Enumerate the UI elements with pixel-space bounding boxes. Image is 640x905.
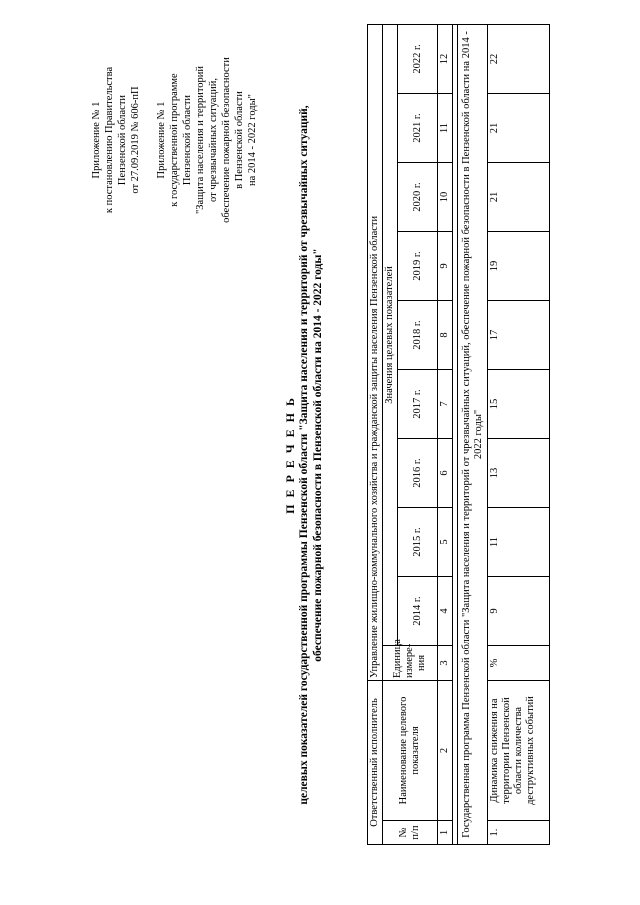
row-value: 11: [488, 508, 550, 577]
header-unit: Единица измере-ния: [383, 646, 438, 681]
column-number: 10: [438, 163, 453, 232]
program-row: [458, 24, 488, 844]
column-number: 2: [438, 681, 453, 821]
row-value: 17: [488, 301, 550, 370]
year-cell: 2022 г.: [398, 24, 438, 93]
column-numbers-row: [438, 24, 453, 844]
indicators-table: [367, 24, 550, 845]
column-number: 11: [438, 94, 453, 163]
title-heading: П Е Р Е Ч Е Н Ь: [283, 396, 297, 514]
appendix-line: в Пензенской области: [234, 91, 245, 189]
column-number: 4: [438, 577, 453, 646]
header-name: Наименование целевого показателя: [383, 681, 438, 821]
document-title: [283, 25, 325, 885]
row-num: 1.: [488, 821, 550, 845]
responsible-value: Управление жилищно-коммунального хозяйства и гражданской защиты населения Пензенской области: [368, 24, 383, 680]
title-line: обеспечение пожарной безопасности в Пензенской области на 2014 - 2022 годы": [312, 248, 324, 662]
appendix-line: "Защита населения и территорий: [195, 65, 206, 215]
row-value: 13: [488, 439, 550, 508]
year-cell: 2020 г.: [398, 163, 438, 232]
appendix-line: на 2014 - 2022 годы": [247, 94, 258, 186]
column-number: 1: [438, 821, 453, 845]
header-row: [383, 24, 398, 844]
program-title: Государственная программа Пензенской области "Защита населения и территорий от чрезвычайных ситуаций, обеспечение пожарной безопасности в Пензенской области на 2014 - 2022 годы": [458, 24, 488, 844]
year-cell: 2018 г.: [398, 301, 438, 370]
appendix-line: обеспечение пожарной безопасности: [221, 57, 232, 223]
appendix-line: от 27.09.2019 № 606-пП: [130, 86, 141, 194]
row-value: 19: [488, 232, 550, 301]
appendix-line: Приложение № 1: [91, 101, 102, 179]
appendix-block: [90, 15, 259, 265]
column-number: 9: [438, 232, 453, 301]
year-cell: 2016 г.: [398, 439, 438, 508]
year-cell: 2015 г.: [398, 508, 438, 577]
row-unit: %: [488, 646, 550, 681]
appendix-line: к государственной программе: [169, 73, 180, 207]
title-line: целевых показателей государственной программы Пензенской области "Защита населения и территорий от чрезвычайных ситуаций,: [298, 105, 310, 805]
header-num: № п/п: [383, 821, 438, 845]
row-value: 9: [488, 577, 550, 646]
column-number: 6: [438, 439, 453, 508]
column-number: 5: [438, 508, 453, 577]
appendix-line: Приложение № 1: [156, 101, 167, 179]
header-values: Значения целевых показателей: [383, 24, 398, 645]
appendix-line: Пензенской области: [182, 94, 193, 186]
appendix-gap: [142, 15, 155, 265]
row-value: 22: [488, 24, 550, 93]
column-number: 3: [438, 646, 453, 681]
column-number: 7: [438, 370, 453, 439]
table-row: [488, 24, 550, 844]
year-cell: 2019 г.: [398, 232, 438, 301]
column-number: 8: [438, 301, 453, 370]
appendix-line: от чрезвычайных ситуаций,: [208, 78, 219, 202]
year-cell: 2017 г.: [398, 370, 438, 439]
responsible-row: [368, 24, 383, 844]
appendix-line: Пензенской области: [117, 94, 128, 186]
row-name: Динамика снижения на территории Пензенской области количества деструктивных событий: [488, 681, 550, 821]
year-cell: 2014 г.: [398, 577, 438, 646]
appendix-line: к постановлению Правительства: [104, 66, 115, 214]
row-value: 21: [488, 163, 550, 232]
row-value: 21: [488, 94, 550, 163]
year-cell: 2021 г.: [398, 94, 438, 163]
responsible-label: Ответственный исполнитель: [368, 681, 383, 845]
column-number: 12: [438, 24, 453, 93]
row-value: 15: [488, 370, 550, 439]
